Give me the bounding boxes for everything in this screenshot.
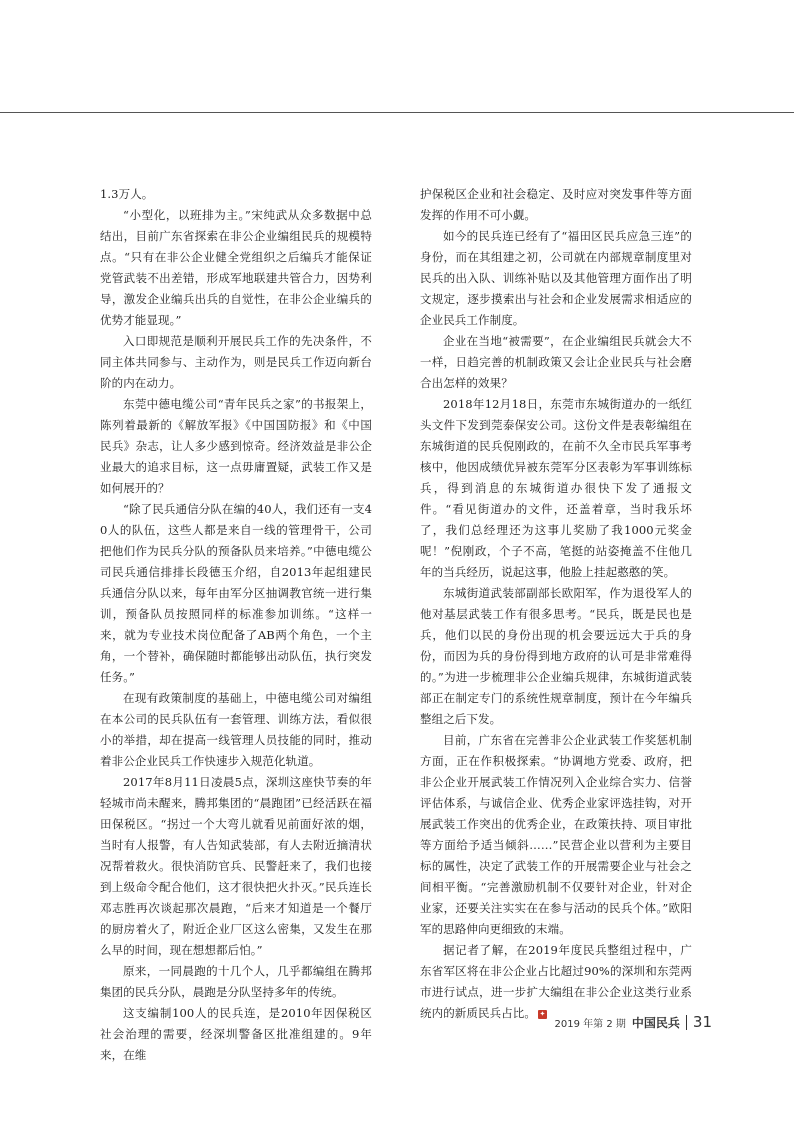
article-column-right xyxy=(420,184,692,1024)
footer-divider xyxy=(686,1015,687,1030)
article-column-left xyxy=(100,184,372,1066)
article-end-mark-icon: ✦ xyxy=(539,1010,546,1018)
issue-label: 2019 年第 2 期 xyxy=(554,1018,626,1030)
paragraph: “小型化，以班排为主。”宋纯武从众多数据中总结出，目前广东省探索在非公企业编组民兵的规模特点。“只有在非公企业健全党组织之后编兵才能保证党管武装不出差错，形成军地联建共管合力，因势利导，激发企业编兵出兵的自觉性，在非公企业编兵的优势才能显现。” xyxy=(100,208,372,327)
paragraph: 东莞中德电缆公司“青年民兵之家”的书报架上，陈列着最新的《解放军报》《中国国防报》和《中国民兵》杂志，让人多少感到惊奇。经济效益是非公企业最大的追求目标，这一点毋庸置疑，武装工作又是如何展开的？ xyxy=(100,397,372,495)
paragraph: 原来，一同晨跑的十几个人，几乎都编组在腾邦集团的民兵分队，晨跑是分队坚持多年的传统。 xyxy=(100,964,372,999)
paragraph: 2017年8月11日凌晨5点，深圳这座快节奏的年轻城市尚未醒来，腾邦集团的“晨跑团”已经活跃在福田保税区。“拐过一个大弯儿就看见前面好浓的烟，当时有人报警，有人告知武装部，有人去附近摘清状况帮着救火。很快消防官兵、民警赶来了，我们也接到上级命令配合他们，这才很快把火扑灭。”民兵连长邓志胜再次谈起那次晨跑，“后来才知道是一个餐厅的厨房着火了，附近企业厂区这么密集，又发生在那么早的时间，现在想想都后怕。” xyxy=(100,775,372,957)
paragraph: “除了民兵通信分队在编的40人，我们还有一支40人的队伍，这些人都是来自一线的管理骨干，公司把他们作为民兵分队的预备队员来培养。”中德电缆公司民兵通信排排长段德玉介绍，自2013年起组建民兵通信分队以来，每年由军分区抽调教官统一进行集训，预备队员按照同样的标准参加训练。“这样一来，就为专业技术岗位配备了AB两个角色，一个主角，一个替补，确保随时都能够出动队伍，执行突发任务。” xyxy=(100,502,372,684)
top-divider-line xyxy=(0,112,794,113)
paragraph: 在现有政策制度的基础上，中德电缆公司对编组在本公司的民兵队伍有一套管理、训练方法，看似很小的举措，却在提高一线管理人员技能的同时，推动着非公企业民兵工作快速步入规范化轨道。 xyxy=(100,691,372,768)
paragraph-final xyxy=(420,940,692,1024)
paragraph: 护保税区企业和社会稳定、及时应对突发事件等方面发挥的作用不可小觑。 xyxy=(420,187,692,222)
page-number: 31 xyxy=(692,1013,712,1031)
paragraph: 入口即规范是顺利开展民兵工作的先决条件，不同主体共同参与、主动作为，则是民兵工作迈向新台阶的内在动力。 xyxy=(100,334,372,390)
paragraph: 目前，广东省在完善非公企业武装工作奖惩机制方面，正在作积极探索。“协调地方党委、政府，把非公企业开展武装工作情况列入企业综合实力、信誉评估体系，与诚信企业、优秀企业家评选挂钩，对开展武装工作突出的优秀企业，在政策扶持、项目审批等方面给予适当倾斜……”民营企业以营利为主要目标的属性，决定了武装工作的开展需要企业与社会之间相平衡。“完善激励机制不仅要针对企业，针对企业家，还要关注实实在在参与活动的民兵个体。”欧阳军的思路伸向更细致的末端。 xyxy=(420,733,692,936)
paragraph-final-text: 据记者了解，在2019年度民兵整组过程中，广东省军区将在非公企业占比超过90%的深圳和东莞两市进行试点，进一步扩大编组在非公企业这类行业系统内的新质民兵占比。 xyxy=(420,943,692,1020)
paragraph: 东城街道武装部副部长欧阳军，作为退役军人的他对基层武装工作有很多思考。“民兵，既是民也是兵，他们以民的身份出现的机会要远远大于兵的身份，而因为兵的身份得到地方政府的认可是非常难得的。”为进一步梳理非公企业编兵规律，东城街道武装部正在制定专门的系统性规章制度，预计在今年编兵整组之后下发。 xyxy=(420,586,692,726)
magazine-title: 中国民兵 xyxy=(631,1015,680,1030)
paragraph: 企业在当地“被需要”，在企业编组民兵就会大不一样，日趋完善的机制政策又会让企业民兵与社会磨合出怎样的效果？ xyxy=(420,334,692,390)
paragraph: 如今的民兵连已经有了“福田区民兵应急三连”的身份，而在其组建之初，公司就在内部规章制度里对民兵的出入队、训练补贴以及其他管理方面作出了明文规定，逐步摸索出与社会和企业发展需求相适应的企业民兵工作制度。 xyxy=(420,229,692,327)
page-footer xyxy=(555,1013,712,1031)
paragraph: 2018年12月18日，东莞市东城街道办的一纸红头文件下发到莞泰保安公司。这份文件是表彰编组在东城街道的民兵倪刚政的，在前不久全市民兵军事考核中，他因成绩优异被东莞军分区表彰为军事训练标兵，得到消息的东城街道办很快下发了通报文件。“看见街道办的文件，还盖着章，当时我乐坏了，我们总经理还为这事儿奖励了我1000元奖金呢！”倪刚政，个子不高，笔挺的站姿掩盖不住他几年的当兵经历，说起这事，他脸上挂起憨憨的笑。 xyxy=(420,397,692,579)
paragraph: 这支编制100人的民兵连，是2010年因保税区社会治理的需要，经深圳警备区批准组建的。9年来，在维 xyxy=(100,1006,372,1062)
paragraph: 1.3万人。 xyxy=(100,187,154,201)
